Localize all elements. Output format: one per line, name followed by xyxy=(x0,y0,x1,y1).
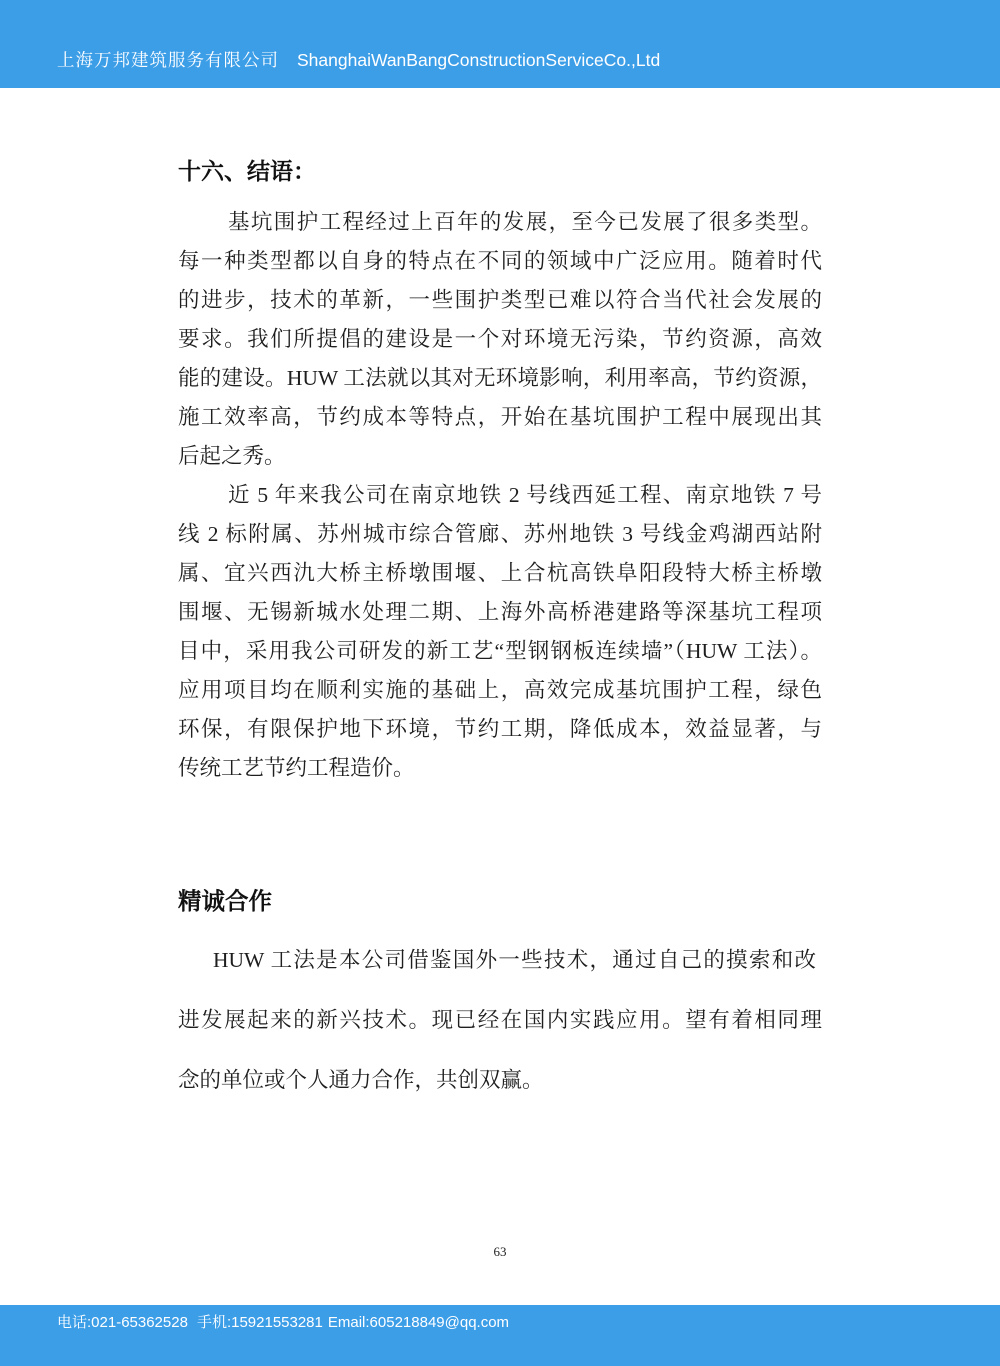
section-heading-cooperation: 精诚合作 xyxy=(178,887,272,915)
footer-contact-info xyxy=(57,1313,509,1333)
paragraph xyxy=(178,476,822,788)
footer-email: Email:605218849@qq.com xyxy=(327,1314,510,1331)
page-number: 63 xyxy=(493,1244,507,1259)
footer-phone: 电话:021-65362528 xyxy=(57,1314,188,1331)
header-bar xyxy=(0,0,1000,88)
paragraph-line: 后起之秀。 xyxy=(178,444,286,468)
paragraph-line: 要求。我们所提倡的建设是一个对环境无污染，节约资源，高效 xyxy=(178,327,822,351)
paragraph-line: 目中，采用我公司研发的新工艺“型钢钢板连续墙”（HUW 工法）。 xyxy=(178,639,822,663)
paragraph-line: 传统工艺节约工程造价。 xyxy=(178,756,415,780)
paragraph-line: 基坑围护工程经过上百年的发展，至今已发展了很多类型。 xyxy=(228,210,822,234)
section-heading-conclusion: 十六、结语： xyxy=(178,159,316,185)
paragraph-line: 属、宜兴西氿大桥主桥墩围堰、上合杭高铁阜阳段特大桥主桥墩 xyxy=(178,561,822,585)
footer-mobile: 手机:15921553281 xyxy=(196,1314,323,1331)
company-name-chinese: 上海万邦建筑服务有限公司 xyxy=(57,50,279,70)
paragraph-line: 环保，有限保护地下环境，节约工期，降低成本，效益显著，与 xyxy=(178,717,822,741)
paragraph xyxy=(178,930,822,1110)
header-company-name xyxy=(57,49,660,71)
paragraph-line: 进发展起来的新兴技术。现已经在国内实践应用。望有着相同理 xyxy=(178,1008,822,1032)
section-conclusion-body xyxy=(178,203,822,788)
paragraph-line: 近 5 年来我公司在南京地铁 2 号线西延工程、南京地铁 7 号 xyxy=(228,483,822,507)
paragraph-line: 围堰、无锡新城水处理二期、上海外高桥港建路等深基坑工程项 xyxy=(178,600,822,624)
paragraph-line: 每一种类型都以自身的特点在不同的领域中广泛应用。随着时代 xyxy=(178,249,822,273)
paragraph-line: 能的建设。HUW 工法就以其对无环境影响，利用率高，节约资源， xyxy=(178,366,822,390)
paragraph-line: 应用项目均在顺利实施的基础上，高效完成基坑围护工程，绿色 xyxy=(178,678,822,702)
paragraph-line: 念的单位或个人通力合作，共创双赢。 xyxy=(178,1068,544,1092)
paragraph-line: 线 2 标附属、苏州城市综合管廊、苏州地铁 3 号线金鸡湖西站附 xyxy=(178,522,822,546)
paragraph-line: HUW 工法是本公司借鉴国外一些技术，通过自己的摸索和改 xyxy=(213,948,816,972)
paragraph-line: 的进步，技术的革新，一些围护类型已难以符合当代社会发展的 xyxy=(178,288,822,312)
paragraph xyxy=(178,203,822,476)
company-name-english: ShanghaiWanBangConstructionServiceCo.,Ltd xyxy=(297,50,661,70)
paragraph-line: 施工效率高，节约成本等特点，开始在基坑围护工程中展现出其 xyxy=(178,405,822,429)
section-cooperation-body xyxy=(178,930,822,1110)
